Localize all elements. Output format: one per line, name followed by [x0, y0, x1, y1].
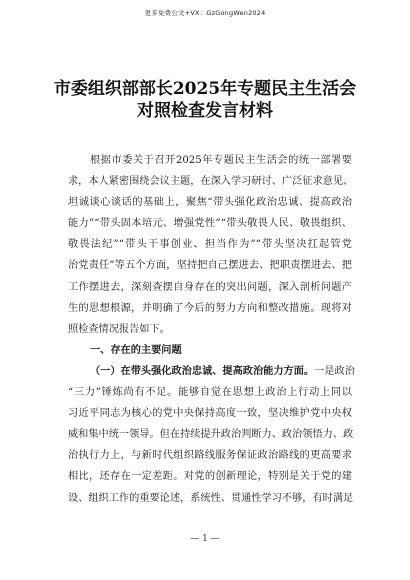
- subsection-heading: （一）在带头强化政治忠诚、提高政治能力方面。: [90, 364, 315, 377]
- text-line: 生的思想根源，并明确了今后的努力方向和整改措施。现将对: [68, 302, 352, 314]
- text-line: 治执行力上，与新时代组织路线服务保证政治路线的更高要求: [68, 450, 352, 462]
- page-number: — 1 —: [190, 534, 220, 544]
- banner-text: 更多免费公文+VX：GzGongWen2024: [144, 9, 266, 17]
- text-line: 习近平同志为核心的党中央保持高度一致，坚决维护党中央权: [68, 408, 352, 420]
- paragraph-section-1: [68, 361, 355, 509]
- text-line: 照检查情况报告如下。: [68, 323, 170, 335]
- text-line: 治党责任”等五个方面，坚持把自己摆进去、把职责摆进去、把: [68, 260, 352, 272]
- title-line-1: 市委组织部部长2025年专题民主生活会: [53, 79, 357, 99]
- text-line: 能力”“带头固本培元、增强党性”“带头敬畏人民、敬畏组织、: [68, 218, 352, 230]
- header-banner: [0, 0, 410, 22]
- text-line: 威和集中统一领导。但在持续提升政治判断力、政治领悟力、政: [68, 429, 354, 441]
- text-line: 设、组织工作的重要论述，系统性、贯通性学习不够，有时满足: [68, 492, 354, 504]
- text-span: 一是政治: [314, 365, 355, 377]
- text-line: 根据市委关于召开2025年专题民主生活会的统一部署要: [90, 155, 352, 166]
- text-line: [68, 361, 355, 382]
- document-title: [0, 78, 410, 122]
- text-line: “三力”锤炼尚有不足。能够自觉在思想上政治上行动上同以: [68, 387, 352, 399]
- text-line: 坦诚谈心谈话的基础上，聚焦“带头强化政治忠诚、提高政治: [68, 197, 352, 209]
- text-line: 工作摆进去，深刻查摆自身存在的突出问题，深入剖析问题产: [68, 281, 352, 293]
- title-line-2: 对照检查发言材料: [137, 101, 273, 121]
- text-line: 相比，还存在一定差距。对党的创新理论，特别是关于党的建: [68, 471, 352, 483]
- paragraph-intro: [68, 150, 352, 340]
- text-line: 求，本人紧密围绕会议主题，在深入学习研讨、广泛征求意见、: [68, 176, 354, 188]
- document-body: [68, 150, 355, 509]
- section-heading: 一、存在的主要问题: [90, 343, 182, 356]
- text-line: 敬畏法纪”“带头干事创业、担当作为”“带头坚决扛起管党: [68, 239, 352, 251]
